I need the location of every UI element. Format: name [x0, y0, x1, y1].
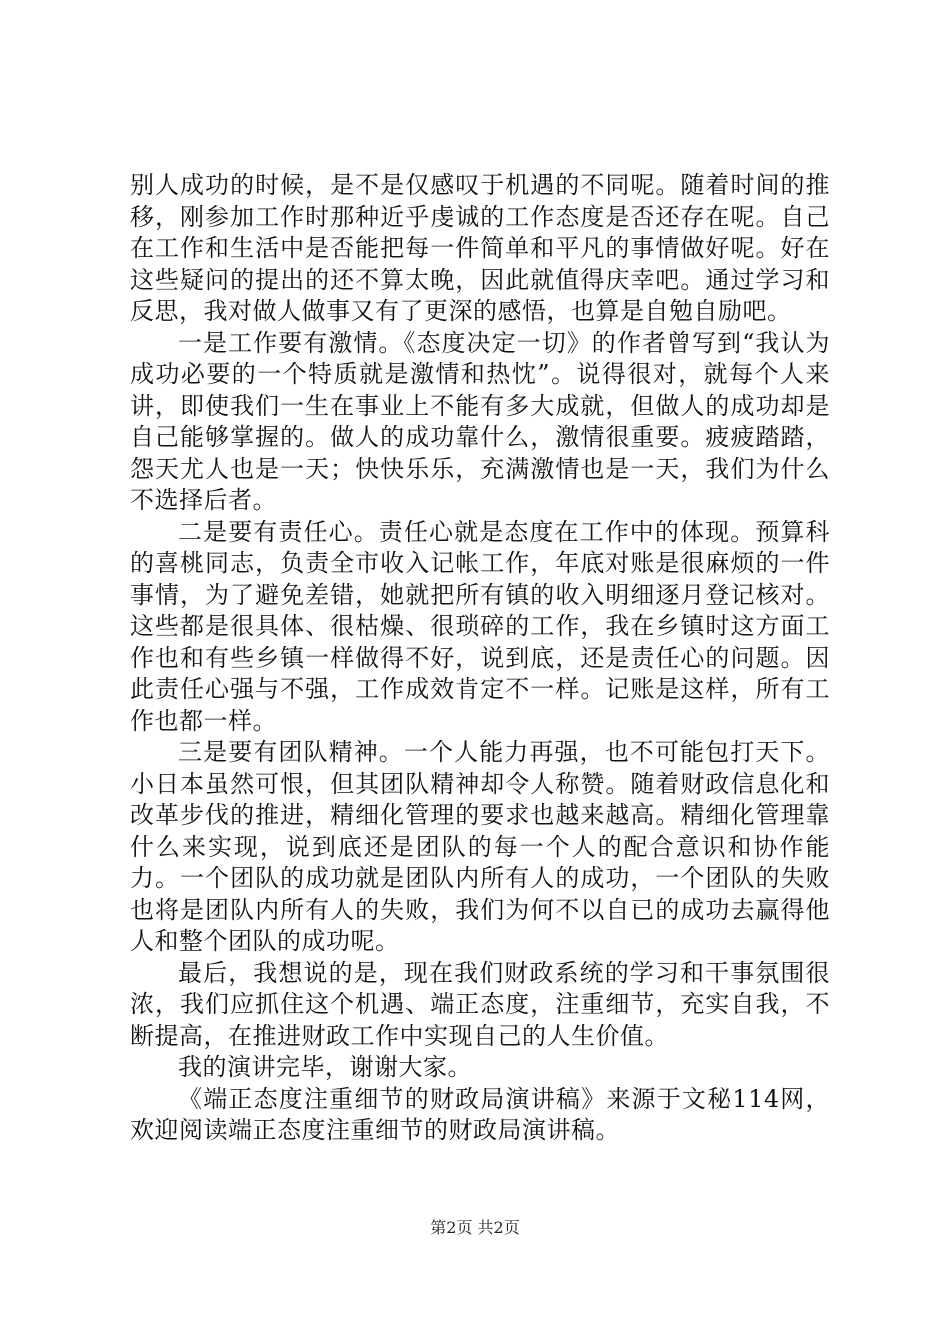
paragraph-passion: 一是工作要有激情。《态度决定一切》的作者曾写到“我认为成功必要的一个特质就是激情和热忱”。说得很对，就每个人来讲，即使我们一生在事业上不能有多大成就，但做人的成功却是自己能够掌握的。做人的成功靠什么，激情很重要。疲疲踏踏，怨天尤人也是一天；快快乐乐，充满激情也是一天，我们为什么不选择后者。 — [130, 328, 830, 514]
paragraph-closing: 我的演讲完毕，谢谢大家。 — [178, 1053, 472, 1081]
paragraph-teamwork: 三是要有团队精神。一个人能力再强，也不可能包打天下。小日本虽然可恨，但其团队精神却令人称赞。随着财政信息化和改革步伐的推进，精细化管理的要求也越来越高。精细化管理靠什么来实现，说到底还是团队的每一个人的配合意识和协作能力。一个团队的成功就是团队内所有人的成功，一个团队的失败也将是团队内所有人的失败，我们为何不以自已的成功去赢得他人和整个团队的成功呢。 — [130, 738, 830, 955]
paragraph-source: 《端正态度注重细节的财政局演讲稿》来源于文秘114网，欢迎阅读端正态度注重细节的财政局演讲稿。 — [130, 1084, 830, 1144]
paragraph-conclusion: 最后，我想说的是，现在我们财政系统的学习和干事氛围很浓，我们应抓住这个机遇、端正态度，注重细节，充实自我，不断提高，在推进财政工作中实现自己的人生价值。 — [130, 958, 830, 1050]
page-footer: 第2页 共2页 — [430, 1218, 520, 1237]
paragraph-responsibility: 二是要有责任心。责任心就是态度在工作中的体现。预算科的喜桃同志，负责全市收入记帐工作，年底对账是很麻烦的一件事情，为了避免差错，她就把所有镇的收入明细逐月登记核对。这些都是很具体、很枯燥、很琐碎的工作，我在乡镇时这方面工作也和有些乡镇一样做得不好，说到底，还是责任心的问题。因此责任心强与不强，工作成效肯定不一样。记账是这样，所有工作也都一样。 — [130, 517, 830, 735]
paragraph-continuation: 别人成功的时候，是不是仅感叹于机遇的不同呢。随着时间的推移，刚参加工作时那种近乎虔诚的工作态度是否还存在呢。自己在工作和生活中是否能把每一件简单和平凡的事情做好呢。好在这些疑问的提出的还不算太晚，因此就值得庆幸吧。通过学习和反思，我对做人做事又有了更深的感悟，也算是自勉自励吧。 — [130, 171, 830, 325]
document-body — [130, 170, 830, 1147]
